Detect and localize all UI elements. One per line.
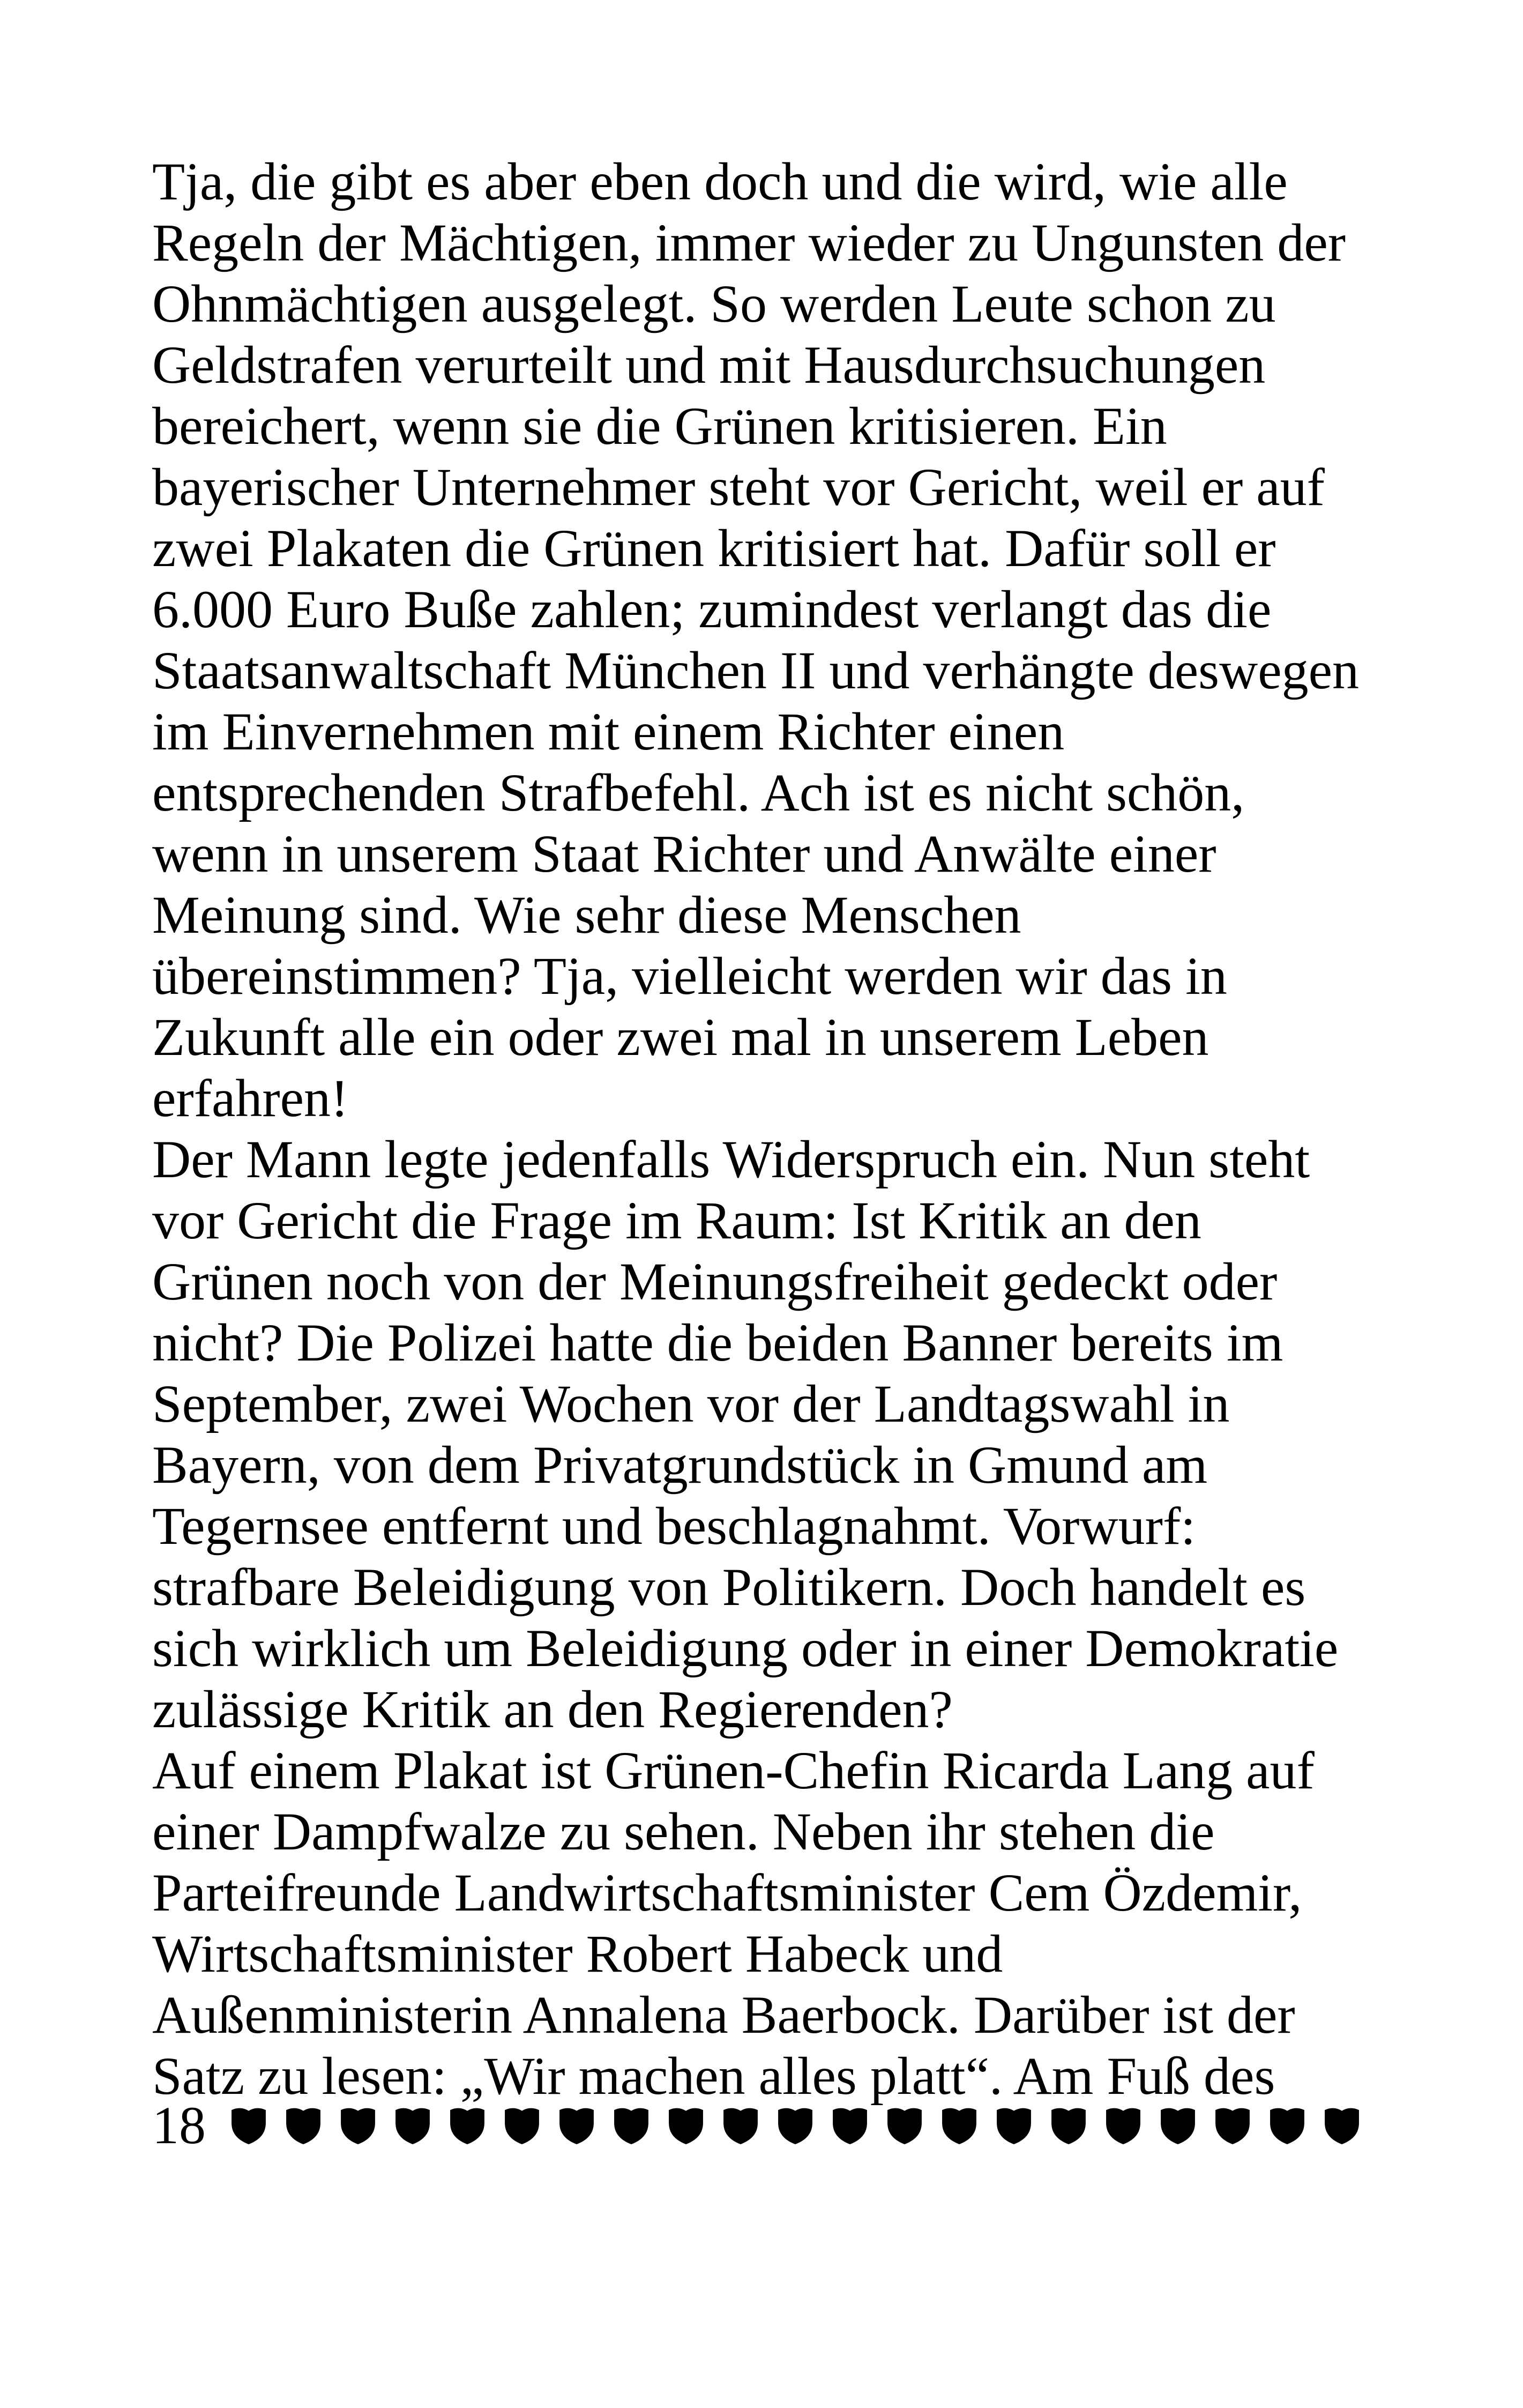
text-line: Bayern, von dem Privatgrundstück in Gmund am — [152, 1435, 1208, 1495]
shield-icon — [1048, 2105, 1089, 2146]
shield-icon — [1158, 2105, 1198, 2146]
text-line: Wirtschaftsminister Robert Habeck und — [152, 1924, 1003, 1983]
text-line: Außenministerin Annalena Baerbock. Darüber ist der — [152, 1985, 1295, 2045]
shield-icon — [775, 2105, 816, 2146]
shield-icon — [392, 2105, 433, 2146]
text-line: nicht? Die Polizei hatte die beiden Banner bereits im — [152, 1313, 1283, 1372]
text-line: strafbare Beleidigung von Politikern. Doch handelt es — [152, 1557, 1306, 1617]
text-line: Grünen noch von der Meinungsfreiheit gedeckt oder — [152, 1252, 1278, 1311]
shield-icon — [1267, 2105, 1308, 2146]
shield-icon — [447, 2105, 488, 2146]
text-line: Tegernsee entfernt und beschlagnahmt. Vorwurf: — [152, 1496, 1196, 1556]
body-text — [152, 151, 1385, 2107]
shield-icon — [611, 2105, 652, 2146]
text-line: Zukunft alle ein oder zwei mal in unserem Leben — [152, 1007, 1209, 1067]
shield-icon — [830, 2105, 870, 2146]
text-line: Der Mann legte jedenfalls Widerspruch ein. Nun steht — [152, 1129, 1310, 1189]
text-line: Tja, die gibt es aber eben doch und die wird, wie alle — [152, 152, 1288, 211]
shield-icon — [502, 2105, 542, 2146]
text-line: sich wirklich um Beleidigung oder in einer Demokratie — [152, 1618, 1339, 1678]
shield-icon — [994, 2105, 1034, 2146]
text-line: bereichert, wenn sie die Grünen kritisieren. Ein — [152, 396, 1167, 456]
ornament-row — [228, 2105, 1362, 2146]
text-line: Geldstrafen verurteilt und mit Hausdurchsuchungen — [152, 335, 1266, 395]
text-line: Auf einem Plakat ist Grünen-Chefin Ricarda Lang auf — [152, 1741, 1315, 1800]
shield-icon — [1322, 2105, 1362, 2146]
shield-icon — [1103, 2105, 1144, 2146]
text-line: einer Dampfwalze zu sehen. Neben ihr stehen die — [152, 1802, 1215, 1861]
text-line: vor Gericht die Frage im Raum: Ist Kritik an den — [152, 1191, 1201, 1250]
text-line: Parteifreunde Landwirtschaftsminister Cem Özdemir, — [152, 1863, 1302, 1922]
shield-icon — [666, 2105, 706, 2146]
shield-icon — [720, 2105, 761, 2146]
shield-icon — [338, 2105, 378, 2146]
text-line: zwei Plakaten die Grünen kritisiert hat. Dafür soll er — [152, 518, 1276, 578]
text-line: im Einvernehmen mit einem Richter einen — [152, 702, 1065, 761]
text-line: Meinung sind. Wie sehr diese Menschen — [152, 885, 1021, 945]
text-line: wenn in unserem Staat Richter und Anwälte einer — [152, 824, 1216, 883]
text-line: September, zwei Wochen vor der Landtagswahl in — [152, 1374, 1230, 1433]
text-line: zulässige Kritik an den Regierenden? — [152, 1679, 953, 1739]
shield-icon — [1212, 2105, 1253, 2146]
shield-icon — [556, 2105, 597, 2146]
text-line: Regeln der Mächtigen, immer wieder zu Ungunsten der — [152, 213, 1346, 272]
shield-icon — [283, 2105, 324, 2146]
text-line: Staatsanwaltschaft München II und verhängte deswegen — [152, 641, 1360, 700]
page-footer — [152, 2091, 1362, 2160]
page-number: 18 — [152, 2095, 206, 2155]
shield-icon — [939, 2105, 980, 2146]
text-line: Satz zu lesen: „Wir machen alles platt“. Am Fuß des — [152, 2046, 1275, 2106]
text-line: entsprechenden Strafbefehl. Ach ist es nicht schön, — [152, 763, 1245, 822]
shield-icon — [884, 2105, 925, 2146]
text-line: übereinstimmen? Tja, vielleicht werden wir das in — [152, 946, 1227, 1006]
text-line: bayerischer Unternehmer steht vor Gericht, weil er auf — [152, 457, 1325, 517]
text-line: 6.000 Euro Buße zahlen; zumindest verlangt das die — [152, 579, 1272, 639]
text-line: Ohnmächtigen ausgelegt. So werden Leute schon zu — [152, 274, 1276, 333]
shield-icon — [228, 2105, 269, 2146]
text-line: erfahren! — [152, 1068, 349, 1128]
